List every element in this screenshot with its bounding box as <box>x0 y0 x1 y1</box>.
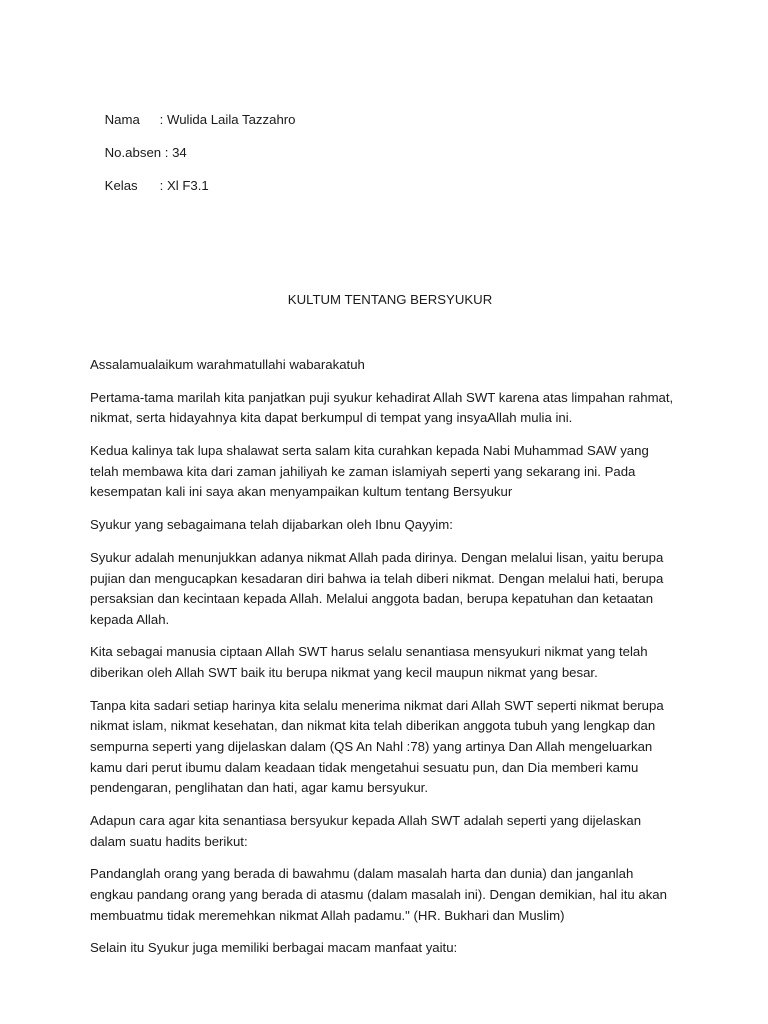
kelas-label: Kelas <box>104 178 138 193</box>
name-value: : Wulida Laila Tazzahro <box>159 112 296 127</box>
paragraph: Pertama-tama marilah kita panjatkan puji syukur kehadirat Allah SWT karena atas limpahan rahmat, nikmat, serta hidayahnya kita dapat berkumpul di tempat yang insyaAllah mulia ini. <box>90 389 674 426</box>
paragraph: Selain itu Syukur juga memiliki berbagai macam manfaat yaitu: <box>90 940 458 956</box>
paragraph: Tanpa kita sadari setiap harinya kita selalu menerima nikmat dari Allah SWT seperti nikmat berupa nikmat islam, nikmat kesehatan, dan nikmat kita telah diberikan anggota tubuh yang lengkap dan sempurna seperti yang dijelaskan dalam (QS An Nahl :78) yang artinya Dan Allah mengeluarkan kamu dari perut ibumu dalam keadaan tidak mengetahui sesuatu pun, dan Dia memberi kamu pendengaran, penglihatan dan hati, agar kamu bersyukur. <box>90 697 664 796</box>
document-title: KULTUM TENTANG BERSYUKUR <box>287 292 493 307</box>
absen-label: No.absen <box>104 145 162 160</box>
paragraph: Syukur yang sebagaimana telah dijabarkan oleh Ibnu Qayyim: <box>90 517 453 533</box>
paragraph: Adapun cara agar kita senantiasa bersyukur kepada Allah SWT adalah seperti yang dijelaskan dalam suatu hadits berikut: <box>90 813 642 849</box>
paragraph: Kita sebagai manusia ciptaan Allah SWT harus selalu senantiasa mensyukuri nikmat yang telah diberikan oleh Allah SWT baik itu berupa nikmat yang kecil maupun nikmat yang besar. <box>90 644 648 681</box>
paragraph: Assalamualaikum warahmatullahi wabarakatuh <box>90 357 365 372</box>
name-label: Nama <box>104 112 140 127</box>
paragraph: Syukur adalah menunjukkan adanya nikmat Allah pada dirinya. Dengan melalui lisan, yaitu berupa pujian dan mengucapkan kesadaran diri bahwa ia telah diberi nikmat. Dengan melalui hati, berupa persaksian dan kecintaan kepada Allah. Melalui anggota badan, berupa kepatuhan dan ketaatan kepada Allah. <box>90 549 664 627</box>
paragraph: Kedua kalinya tak lupa shalawat serta salam kita curahkan kepada Nabi Muhammad SAW yang telah membawa kita dari zaman jahiliyah ke zaman islamiyah seperti yang sekarang ini. Pada kesempatan kali ini saya akan menyampaikan kultum tentang Bersyukur <box>90 443 649 500</box>
kelas-value: : Xl F3.1 <box>159 178 209 193</box>
kelas-line <box>90 159 209 213</box>
absen-value: : 34 <box>161 145 187 160</box>
paragraph: Pandanglah orang yang berada di bawahmu (dalam masalah harta dan dunia) dan janganlah engkau pandang orang yang berada di atasmu (dalam masalah ini). Dengan demikian, hal itu akan membuatmu tidak meremehkan nikmat Allah padamu." (HR. Bukhari dan Muslim) <box>90 866 667 923</box>
document-body <box>90 355 680 971</box>
